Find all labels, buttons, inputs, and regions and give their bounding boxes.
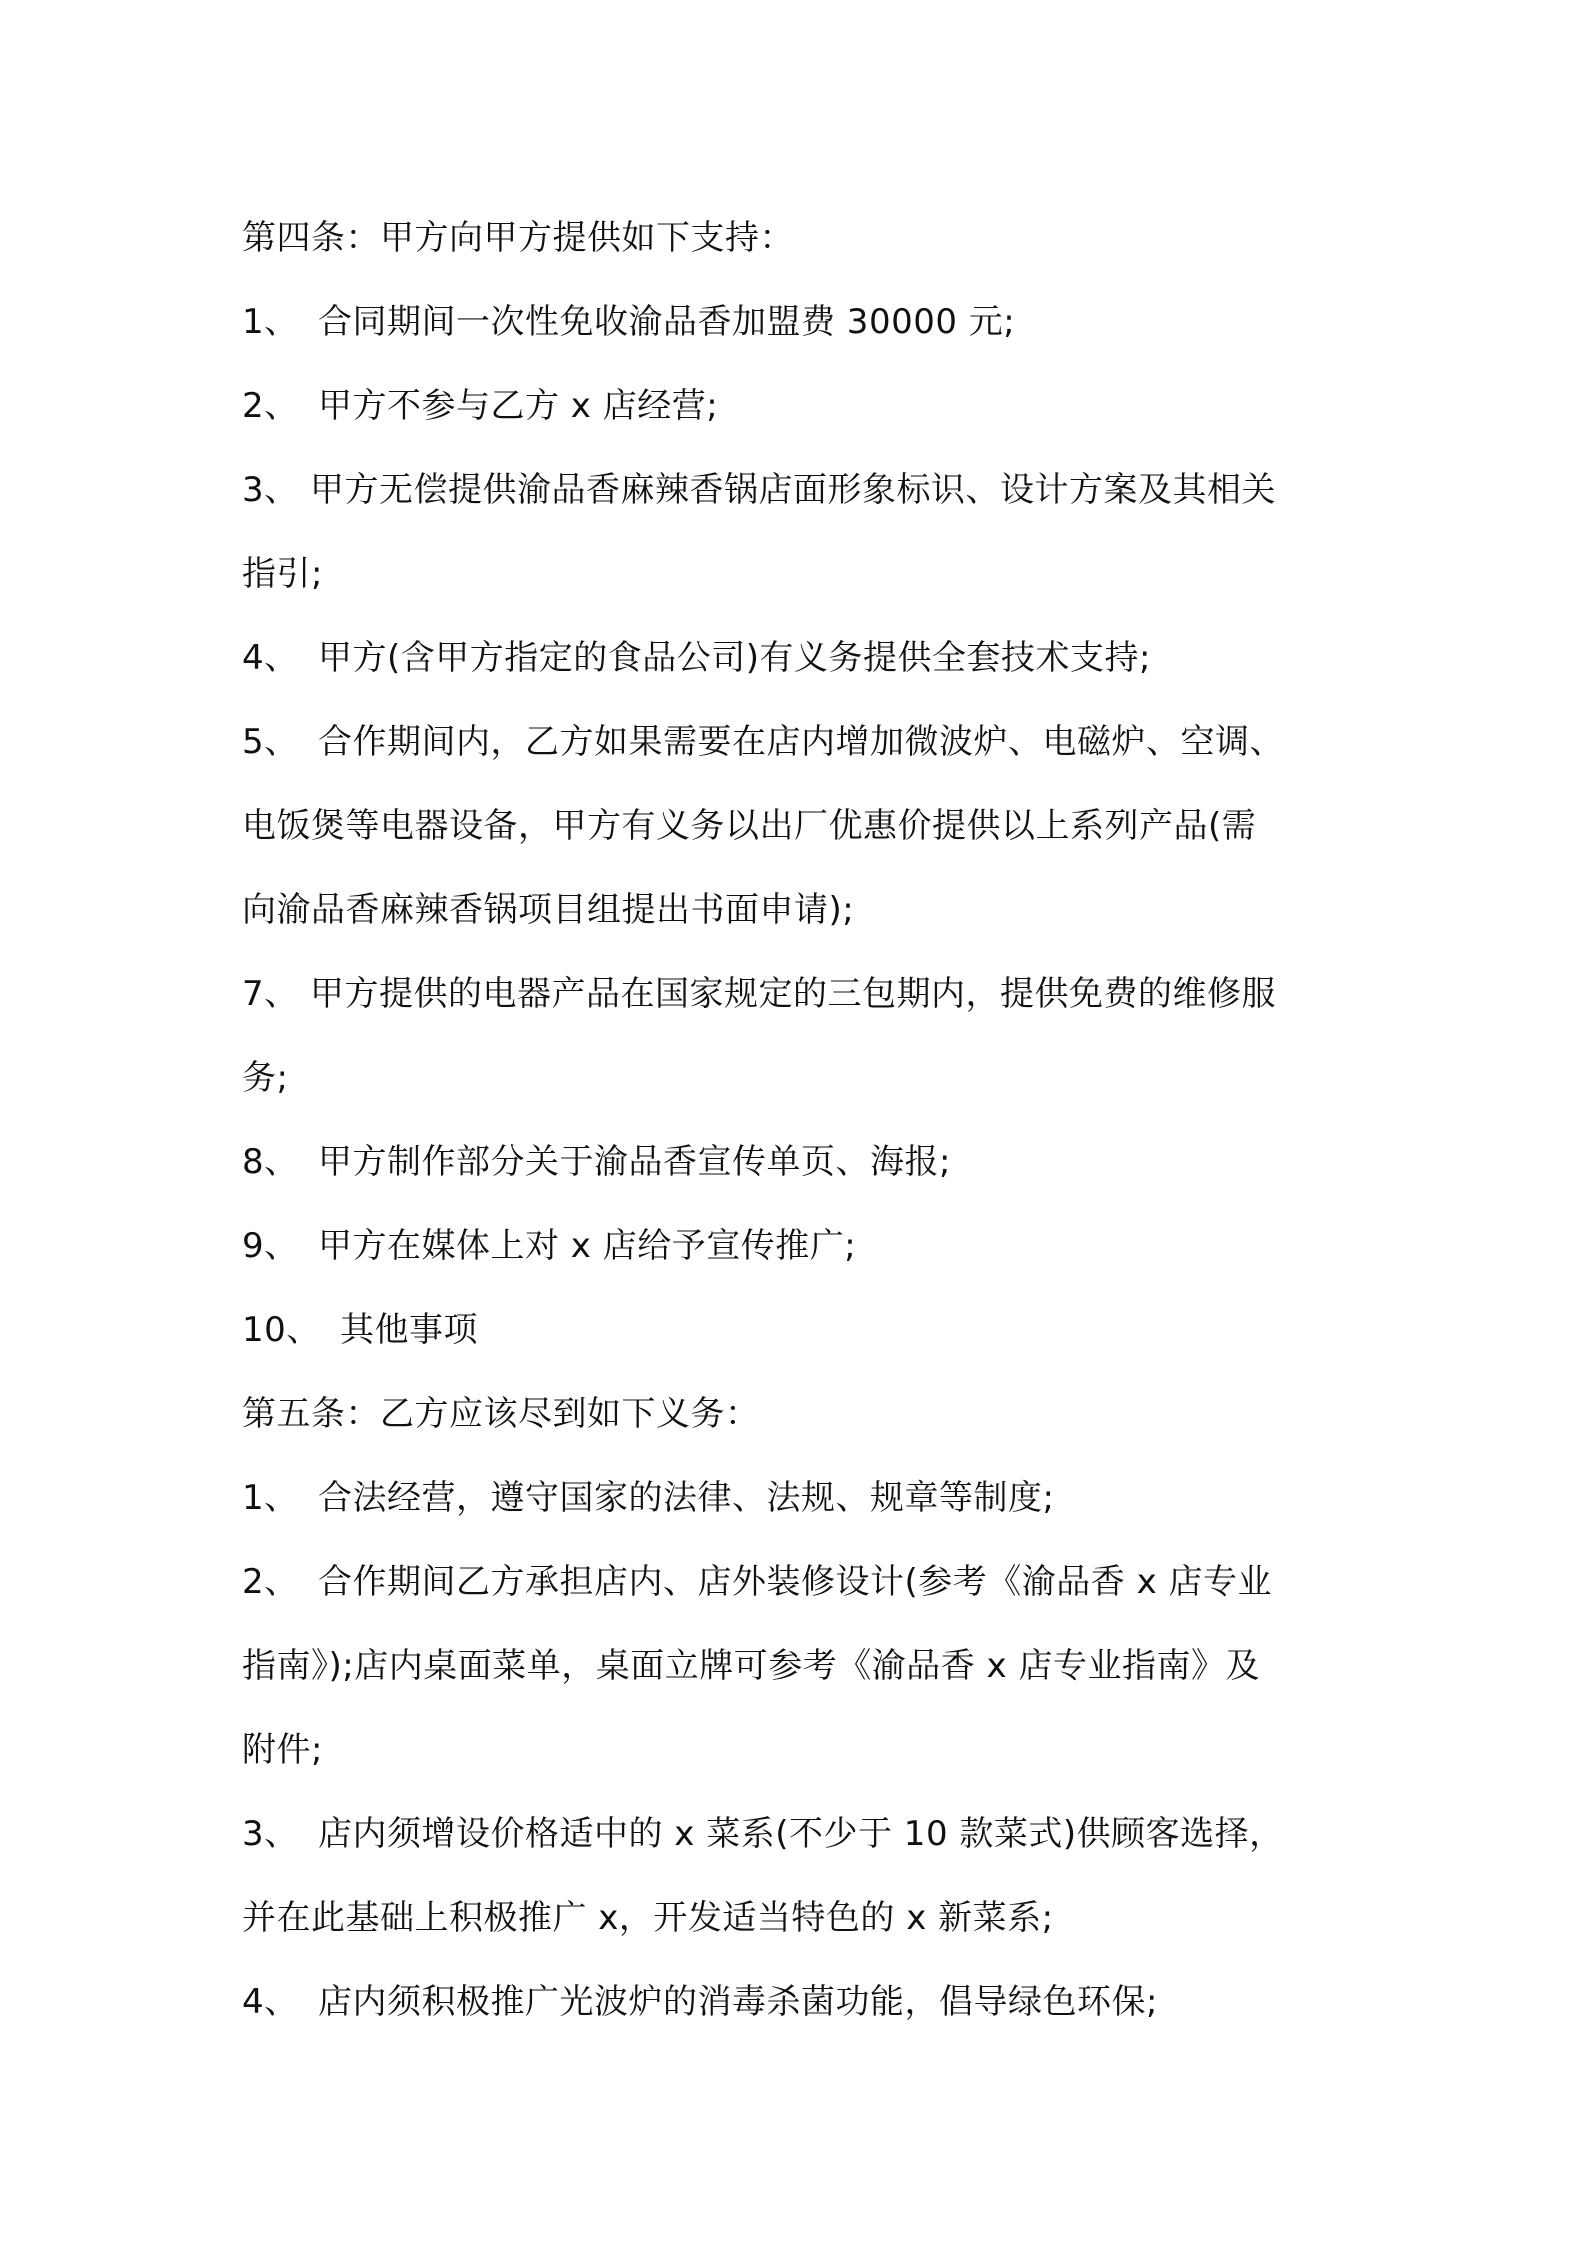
text-line (242, 1876, 1362, 1960)
line-text: 电饭煲等电器设备，甲方有义务以出厂优惠价提供以上系列产品(需 (242, 806, 1257, 846)
list-item-number: 1、 (242, 302, 299, 342)
list-item (242, 1960, 1362, 2044)
list-item-number: 9、 (242, 1226, 299, 1266)
list-item (242, 1540, 1362, 1624)
list-item (242, 700, 1362, 784)
line-text: 甲方(含甲方指定的食品公司)有义务提供全套技术支持; (318, 638, 1151, 678)
text-line (242, 1372, 1362, 1456)
list-item (242, 280, 1362, 364)
text-line (242, 1036, 1362, 1120)
list-item (242, 1288, 1362, 1372)
list-item (242, 1204, 1362, 1288)
list-item (242, 1120, 1362, 1204)
line-text: 第四条：甲方向甲方提供如下支持： (242, 218, 794, 258)
list-item-number: 10、 (242, 1310, 321, 1350)
text-line (242, 532, 1362, 616)
line-text: 甲方提供的电器产品在国家规定的三包期内，提供免费的维修服 (310, 974, 1276, 1014)
text-line (242, 868, 1362, 952)
list-item (242, 952, 1362, 1036)
line-text: 指引; (242, 554, 323, 594)
line-text: 附件; (242, 1730, 323, 1770)
list-item (242, 364, 1362, 448)
list-item-number: 2、 (242, 1562, 299, 1602)
list-item-number: 7、 (242, 974, 299, 1014)
list-item-number: 1、 (242, 1478, 299, 1518)
line-text: 甲方不参与乙方 x 店经营; (318, 386, 719, 426)
text-line (242, 1708, 1362, 1792)
text-line (242, 784, 1362, 868)
list-item-number: 2、 (242, 386, 299, 426)
text-line (242, 1624, 1362, 1708)
line-text: 店内须增设价格适中的 x 菜系(不少于 10 款菜式)供顾客选择， (318, 1814, 1284, 1854)
line-text: 合同期间一次性免收渝品香加盟费 30000 元; (318, 302, 1016, 342)
list-item-number: 3、 (242, 1814, 299, 1854)
line-text: 并在此基础上积极推广 x，开发适当特色的 x 新菜系; (242, 1898, 1054, 1938)
text-line (242, 196, 1362, 280)
list-item (242, 448, 1362, 532)
line-text: 合作期间乙方承担店内、店外装修设计(参考《渝品香 x 店专业 (318, 1562, 1272, 1602)
line-text: 店内须积极推广光波炉的消毒杀菌功能，倡导绿色环保; (318, 1982, 1158, 2022)
list-item (242, 1792, 1362, 1876)
list-item-number: 4、 (242, 1982, 299, 2022)
line-text: 第五条：乙方应该尽到如下义务： (242, 1394, 760, 1434)
document-body (242, 196, 1362, 2044)
list-item-number: 5、 (242, 722, 299, 762)
line-text: 合作期间内，乙方如果需要在店内增加微波炉、电磁炉、空调、 (318, 722, 1284, 762)
list-item-number: 3、 (242, 470, 299, 510)
line-text: 甲方无偿提供渝品香麻辣香锅店面形象标识、设计方案及其相关 (310, 470, 1276, 510)
line-text: 甲方在媒体上对 x 店给予宣传推广; (318, 1226, 857, 1266)
line-text: 务; (242, 1058, 289, 1098)
line-text: 其他事项 (340, 1310, 478, 1350)
line-text: 向渝品香麻辣香锅项目组提出书面申请); (242, 890, 855, 930)
line-text: 指南》);店内桌面菜单，桌面立牌可参考《渝品香 x 店专业指南》及 (242, 1646, 1260, 1686)
list-item (242, 616, 1362, 700)
list-item (242, 1456, 1362, 1540)
line-text: 合法经营，遵守国家的法律、法规、规章等制度; (318, 1478, 1055, 1518)
line-text: 甲方制作部分关于渝品香宣传单页、海报; (318, 1142, 951, 1182)
list-item-number: 8、 (242, 1142, 299, 1182)
list-item-number: 4、 (242, 638, 299, 678)
